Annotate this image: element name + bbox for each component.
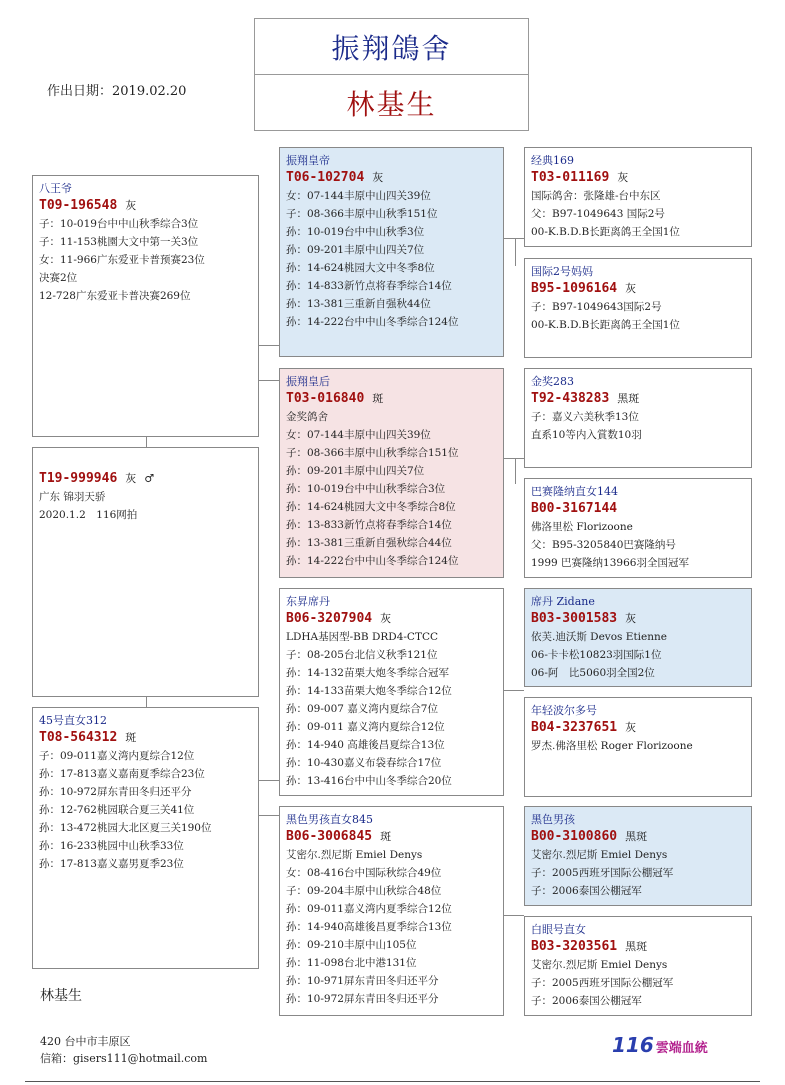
- ring-number: B03-3001583 灰: [531, 611, 637, 626]
- bird-color: 灰: [625, 612, 637, 625]
- record-line: 金奖鸽舍: [286, 411, 328, 423]
- contact-block: [40, 1033, 207, 1067]
- bird-name: 国际2号妈妈: [531, 265, 593, 278]
- ring-number: T03-016840 斑: [286, 391, 384, 406]
- pedigree-box-gen3: [279, 368, 504, 578]
- record-line: 女：11-966广东爱亚卡普预赛23位: [39, 254, 205, 266]
- bird-color: 灰: [625, 721, 637, 734]
- record-line: 孙：13-381三重新自强秋44位: [286, 298, 431, 310]
- bird-color: 灰: [372, 171, 384, 184]
- record-line: 子：08-366丰原中山秋季综合151位: [286, 447, 459, 459]
- pedigree-box-sire-side: [32, 175, 259, 437]
- record-line: 孙：14-833新竹点将春季综合14位: [286, 280, 452, 292]
- record-line: 孙：16-233桃园中山秋季33位: [39, 840, 184, 852]
- record-line: 子：2006泰国公棚冠军: [531, 885, 642, 897]
- pedigree-box-gen4: [524, 806, 752, 906]
- pedigree-box-gen3: [279, 147, 504, 357]
- pedigree-box-subject: [32, 447, 259, 697]
- bird-color: 灰: [380, 612, 392, 625]
- bird-name: 金奖283: [531, 375, 574, 388]
- bird-name: 白眼号直女: [531, 923, 586, 936]
- connector-line: [259, 815, 279, 816]
- record-line: 孙：10-972屏东青田冬归还平分: [286, 993, 439, 1005]
- address: 420 台中市丰原区: [40, 1035, 131, 1048]
- pedigree-box-gen3: [279, 588, 504, 796]
- record-line: 孙：14-132苗栗大炮冬季综合冠军: [286, 667, 449, 679]
- record-line: 子：嘉义六美秋季13位: [531, 411, 639, 423]
- ring-number: B00-3167144: [531, 501, 618, 516]
- record-line: 2020.1.2 116网拍: [39, 509, 138, 521]
- record-line: 孙：13-381三重新自强秋综合44位: [286, 537, 452, 549]
- connector-line: [259, 380, 279, 381]
- record-line: 罗杰.佛洛里松 Roger Florizoone: [531, 740, 693, 752]
- ring-number: T08-564312 斑: [39, 730, 137, 745]
- record-line: 艾密尔.烈尼斯 Emiel Denys: [286, 849, 423, 861]
- record-line: 子：08-205台北信义秋季121位: [286, 649, 438, 661]
- record-line: 孙：14-624桃园大文中冬季综合8位: [286, 501, 456, 513]
- record-line: 00-K.B.D.B长距离鸽王全国1位: [531, 319, 680, 331]
- ring-number: T06-102704 灰: [286, 170, 384, 185]
- record-line: 孙：13-472桃园大北区夏三关190位: [39, 822, 212, 834]
- record-line: 艾密尔.烈尼斯 Emiel Denys: [531, 959, 668, 971]
- connector-line: [259, 345, 279, 346]
- bird-color: 斑: [372, 392, 384, 405]
- record-line: 孙：09-201丰原中山四关7位: [286, 465, 425, 477]
- bird-color: 灰: [125, 199, 137, 212]
- record-line: 孙：17-813嘉义嘉男夏季23位: [39, 858, 184, 870]
- bird-name: 年轻波尔多号: [531, 704, 597, 717]
- connector-line: [146, 437, 147, 447]
- pedigree-box-gen4: [524, 368, 752, 468]
- bird-name: 45号直女312: [39, 714, 107, 727]
- logo-number: 116: [612, 1033, 654, 1057]
- bird-color: 灰: [125, 472, 137, 485]
- record-line: 决赛2位: [39, 272, 78, 284]
- record-line: 孙：14-940 高雄後昌夏综合13位: [286, 739, 445, 751]
- connector-line: [504, 458, 524, 459]
- pedigree-box-gen4: [524, 258, 752, 358]
- bird-name: 巴赛隆纳直女144: [531, 485, 618, 498]
- bird-color: 灰: [625, 282, 637, 295]
- footer-owner: 林基生: [40, 988, 82, 1004]
- record-line: 孙：10-019台中中山秋季综合3位: [286, 483, 446, 495]
- bird-name: 黑色男孩直女845: [286, 813, 373, 826]
- pedigree-box-dam-side: [32, 707, 259, 969]
- record-line: 子：09-011嘉义湾内夏综合12位: [39, 750, 195, 762]
- ring-number: B06-3006845 斑: [286, 829, 392, 844]
- record-line: 孙：14-133苗栗大炮冬季综合12位: [286, 685, 452, 697]
- connector-line: [504, 690, 524, 691]
- record-line: 子：10-019台中中山秋季综合3位: [39, 218, 199, 230]
- bird-color: 斑: [380, 830, 392, 843]
- pedigree-box-gen4: [524, 478, 752, 578]
- record-line: 孙：14-624桃园大文中冬季8位: [286, 262, 435, 274]
- record-line: 孙：13-833新竹点将春季综合14位: [286, 519, 452, 531]
- record-line: 父：B95-3205840巴赛隆纳号: [531, 539, 676, 551]
- record-line: 父：B97-1049643 国际2号: [531, 208, 665, 220]
- ring-number: T19-999946 灰 ♂: [39, 471, 155, 486]
- connector-line: [259, 780, 279, 781]
- record-line: 直系10等内入賞数10羽: [531, 429, 642, 441]
- record-line: 06-阿 比5060羽全国2位: [531, 667, 655, 679]
- record-line: 孙：13-416台中中山冬季综合20位: [286, 775, 452, 787]
- connector-line: [504, 915, 524, 916]
- record-line: LDHA基因型-BB DRD4-CTCC: [286, 631, 439, 643]
- pedigree-box-gen3: [279, 806, 504, 1016]
- record-line: 12-728广东爱亚卡普决赛269位: [39, 290, 191, 302]
- record-line: 子：11-153桃園大文中第一关3位: [39, 236, 199, 248]
- bird-color: 黑斑: [625, 940, 648, 953]
- bird-name: 席丹 Zidane: [531, 595, 595, 608]
- record-line: 孙：10-430嘉义布袋春综合17位: [286, 757, 442, 769]
- record-line: 孙：10-972屏东青田冬归还平分: [39, 786, 192, 798]
- bird-name: 经典169: [531, 154, 574, 167]
- bottom-divider: [25, 1081, 760, 1082]
- ring-number: T03-011169 灰: [531, 170, 629, 185]
- record-line: 孙：09-011嘉义湾内夏季综合12位: [286, 903, 452, 915]
- record-line: 孙：11-098台北中港131位: [286, 957, 417, 969]
- record-line: 孙：10-019台中中山秋季3位: [286, 226, 425, 238]
- record-line: 女：07-144丰原中山四关39位: [286, 190, 431, 202]
- record-line: 依芙.迪沃斯 Devos Etienne: [531, 631, 667, 643]
- record-line: 子：B97-1049643国际2号: [531, 301, 662, 313]
- record-line: 孙：17-813嘉义嘉南夏季综合23位: [39, 768, 205, 780]
- bird-name: 振翔皇帝: [286, 154, 330, 167]
- record-line: 孙：14-940高雄後昌夏季综合13位: [286, 921, 452, 933]
- record-line: 艾密尔.烈尼斯 Emiel Denys: [531, 849, 668, 861]
- record-line: 孙：14-222台中中山冬季综合124位: [286, 555, 459, 567]
- ring-number: B00-3100860 黑斑: [531, 829, 648, 844]
- record-line: 子：08-366丰原中山秋季151位: [286, 208, 438, 220]
- ring-number: B03-3203561 黑斑: [531, 939, 648, 954]
- bird-name: 黑色男孩: [531, 813, 575, 826]
- record-line: 06-卡卡松10823羽国际1位: [531, 649, 662, 661]
- record-line: 广东 锦羽天骄: [39, 491, 106, 503]
- bird-name: 东昇席丹: [286, 595, 330, 608]
- bird-color: 黑斑: [617, 392, 640, 405]
- brand-logo: [612, 1033, 708, 1057]
- record-line: 子：2005西班牙国际公棚冠军: [531, 867, 674, 879]
- connector-line: [146, 697, 147, 707]
- record-line: 孙：12-762桃园联合夏三关41位: [39, 804, 195, 816]
- connector-line: [504, 238, 524, 239]
- record-line: 子：09-204丰原中山秋综合48位: [286, 885, 442, 897]
- record-line: 国际鸽舍：张隆雄-台中东区: [531, 190, 661, 202]
- bird-name: 振翔皇后: [286, 375, 330, 388]
- ring-number: B95-1096164 灰: [531, 281, 637, 296]
- record-line: 孙：14-222台中中山冬季综合124位: [286, 316, 459, 328]
- ring-number: B04-3237651 灰: [531, 720, 637, 735]
- record-line: 子：2006泰国公棚冠军: [531, 995, 642, 1007]
- record-line: 孙：10-971屏东青田冬归还平分: [286, 975, 439, 987]
- ring-number: T09-196548 灰: [39, 198, 137, 213]
- record-line: 00-K.B.D.B长距离鸽王全国1位: [531, 226, 680, 238]
- bird-color: 斑: [125, 731, 137, 744]
- ring-number: B06-3207904 灰: [286, 611, 392, 626]
- date-label: 作出日期：2019.02.20: [47, 84, 187, 99]
- record-line: 子：2005西班牙国际公棚冠军: [531, 977, 674, 989]
- pedigree-box-gen4: [524, 147, 752, 247]
- record-line: 孙：09-007 嘉义湾内夏综合7位: [286, 703, 438, 715]
- pedigree-box-gen4: [524, 588, 752, 687]
- record-line: 佛洛里松 Florizoone: [531, 521, 633, 533]
- bird-color: 灰: [617, 171, 629, 184]
- bird-name: 八王爷: [39, 182, 72, 195]
- email: 信箱：gisers111@hotmail.com: [40, 1052, 208, 1065]
- ring-number: T92-438283 黑斑: [531, 391, 640, 406]
- record-line: 孙：09-011 嘉义湾内夏综合12位: [286, 721, 445, 733]
- pedigree-box-gen4: [524, 697, 752, 797]
- connector-line: [515, 238, 516, 266]
- record-line: 女：07-144丰原中山四关39位: [286, 429, 431, 441]
- title-box: [254, 18, 529, 131]
- record-line: 女：08-416台中国际秋综合49位: [286, 867, 442, 879]
- bird-color: 黑斑: [625, 830, 648, 843]
- owner-name: 林基生: [346, 88, 437, 121]
- record-line: 孙：09-201丰原中山四关7位: [286, 244, 425, 256]
- logo-text: 雲端血統: [655, 1041, 708, 1056]
- sex-symbol: ♂: [144, 472, 155, 485]
- loft-name: 振翔鴿舍: [255, 19, 528, 75]
- connector-line: [515, 458, 516, 484]
- pedigree-box-gen4: [524, 916, 752, 1016]
- record-line: 孙：09-210丰原中山105位: [286, 939, 417, 951]
- record-line: 1999 巴赛隆纳13966羽全国冠军: [531, 557, 689, 569]
